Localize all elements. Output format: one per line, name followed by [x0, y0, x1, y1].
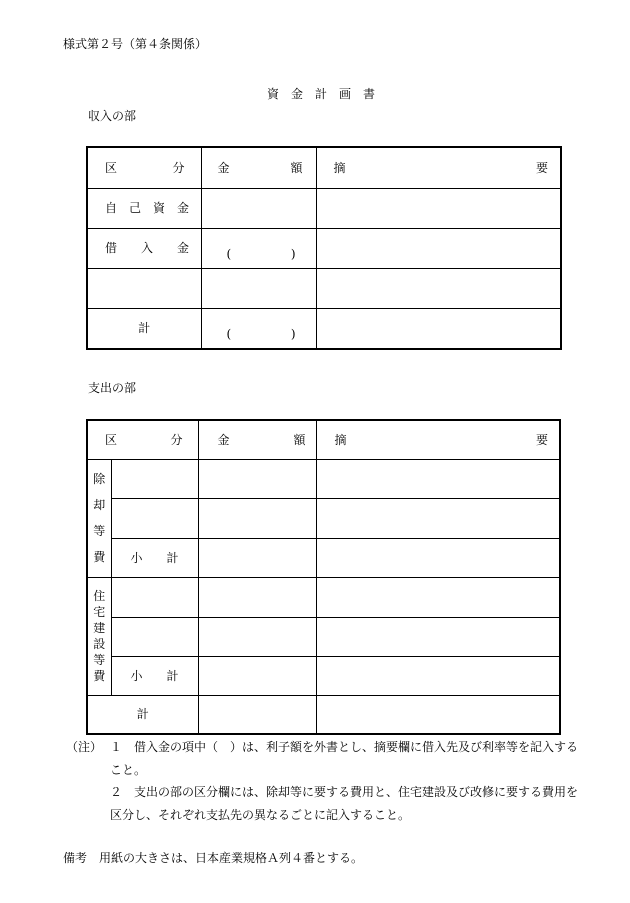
income-header-row [87, 147, 561, 188]
income-row [87, 228, 561, 268]
total-label: 計 [138, 321, 151, 336]
outer-amount-parentheses [227, 314, 296, 342]
income-amount-cell [201, 188, 316, 228]
header-char: 金 [217, 432, 230, 447]
remarks-label: 備考 [63, 851, 88, 865]
total-label: 計 [136, 707, 149, 722]
expenditure-amount-cell [198, 617, 316, 656]
income-category-cell [87, 228, 201, 268]
expenditure-subcategory-cell [111, 498, 198, 538]
income-remarks-cell [316, 268, 561, 308]
subtotal-label: 小 計 [130, 668, 179, 683]
expenditure-amount-cell [198, 498, 316, 538]
close-paren: ) [290, 327, 296, 342]
header-char: 分 [170, 432, 183, 447]
group-label-vertical: 除却等費 [93, 472, 106, 564]
open-paren: ( [226, 247, 232, 261]
income-total-label-cell [87, 308, 201, 349]
expenditure-row [87, 459, 560, 498]
outer-amount-parentheses [227, 234, 296, 262]
expenditure-amount-cell [198, 538, 316, 577]
expenditure-total-label-cell [87, 695, 198, 734]
note-line: 区分し、それぞれ支払先の異なるごとに記入すること。 [110, 808, 411, 822]
income-header-remarks-cell [316, 147, 561, 188]
expenditure-section-label: 支出の部 [88, 381, 137, 395]
income-category-cell [87, 188, 201, 228]
row-label: 借 入 金 [105, 241, 190, 255]
expenditure-row [87, 577, 560, 617]
expenditure-amount-cell [198, 656, 316, 695]
row-label: 自 己 資 金 [105, 201, 190, 215]
expenditure-remarks-cell [316, 656, 560, 695]
income-remarks-cell [316, 188, 561, 228]
header-char: 摘 [333, 160, 346, 175]
expenditure-subtotal-label-cell [111, 656, 198, 695]
income-table [86, 146, 562, 350]
expenditure-table [86, 419, 561, 735]
expenditure-amount-cell [198, 577, 316, 617]
expenditure-header-row [87, 420, 560, 459]
group-label-vertical: 住宅建設等費 [93, 589, 106, 683]
header-char: 区 [105, 432, 118, 447]
income-header-amount-cell [201, 147, 316, 188]
expenditure-subcategory-cell [111, 617, 198, 656]
note-line: 支出の部の区分欄には、除却等に要する費用と、住宅建設及び改修に要する費用を [134, 785, 579, 799]
expenditure-row [87, 498, 560, 538]
expenditure-row [87, 617, 560, 656]
income-total-amount-cell [201, 308, 316, 349]
note-line: こと。 [110, 763, 147, 777]
expenditure-group-label-cell [87, 459, 111, 577]
form-number: 様式第２号（第４条関係） [63, 37, 208, 51]
expenditure-subcategory-cell [111, 577, 198, 617]
expenditure-subtotal-row [87, 538, 560, 577]
expenditure-remarks-cell [316, 459, 560, 498]
header-char: 要 [535, 432, 548, 447]
expenditure-header-category-cell [87, 420, 198, 459]
income-remarks-cell [316, 308, 561, 349]
expenditure-group-label-cell [87, 577, 111, 695]
document-title: 資 金 計 画 書 [267, 87, 376, 101]
income-row [87, 188, 561, 228]
expenditure-remarks-cell [316, 577, 560, 617]
open-paren: ( [226, 327, 232, 342]
income-total-row [87, 308, 561, 349]
income-header-category-cell [87, 147, 201, 188]
expenditure-remarks-cell [316, 617, 560, 656]
expenditure-remarks-cell [316, 538, 560, 577]
expenditure-header-remarks-cell [316, 420, 560, 459]
expenditure-amount-cell [198, 695, 316, 734]
header-char: 区 [105, 160, 118, 175]
income-section-label: 収入の部 [88, 109, 137, 123]
remarks-text: 用紙の大きさは、日本産業規格Ａ列４番とする。 [99, 851, 364, 865]
note-number: ２ [110, 785, 123, 799]
income-remarks-cell [316, 228, 561, 268]
expenditure-remarks-cell [316, 695, 560, 734]
note-number: １ [110, 740, 123, 754]
expenditure-header-amount-cell [198, 420, 316, 459]
close-paren: ) [290, 247, 296, 261]
expenditure-subcategory-cell [111, 459, 198, 498]
income-row [87, 268, 561, 308]
expenditure-total-row [87, 695, 560, 734]
header-char: 分 [172, 160, 185, 175]
income-amount-cell [201, 228, 316, 268]
header-char: 金 [217, 160, 230, 175]
header-char: 摘 [334, 432, 347, 447]
header-char: 額 [293, 432, 306, 447]
header-char: 要 [535, 160, 548, 175]
expenditure-amount-cell [198, 459, 316, 498]
income-amount-cell [201, 268, 316, 308]
header-char: 額 [290, 160, 303, 175]
notes-label: （注） [66, 740, 103, 754]
note-line: 借入金の項中（ ）は、利子額を外書とし、摘要欄に借入先及び利率等を記入する [134, 740, 579, 754]
expenditure-subtotal-row [87, 656, 560, 695]
expenditure-subtotal-label-cell [111, 538, 198, 577]
subtotal-label: 小 計 [130, 550, 179, 565]
expenditure-remarks-cell [316, 498, 560, 538]
income-category-cell [87, 268, 201, 308]
